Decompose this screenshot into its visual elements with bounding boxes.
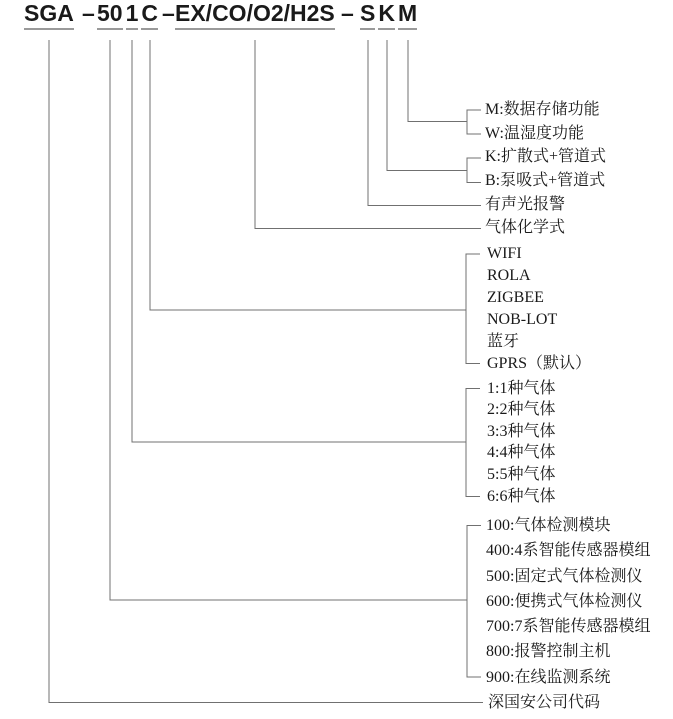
- title-separator-3: –: [341, 0, 354, 26]
- title-suffix-codes: [360, 0, 417, 30]
- gas-count-option-3: 3:3种气体: [487, 422, 556, 440]
- legend-top-group: [485, 98, 606, 240]
- bracket-communication-options: [466, 254, 480, 364]
- line-series-code: [110, 40, 467, 600]
- bracket-series-options: [467, 526, 481, 678]
- gas-count-option-6: 6:6种气体: [487, 487, 556, 505]
- model-code-title: [0, 0, 673, 34]
- gas-formula-label: 气体化学式: [485, 219, 566, 237]
- series-option-800: 800:报警控制主机: [486, 643, 611, 661]
- gas-count-option-5: 5:5种气体: [487, 466, 556, 484]
- title-gas-formula: EX/CO/O2/H2S: [175, 0, 335, 30]
- comm-option-bluetooth: 蓝牙: [487, 333, 520, 350]
- title-gas-count-code: 1: [126, 0, 139, 30]
- line-comm-code: [150, 40, 466, 310]
- line-function-code: [408, 40, 467, 122]
- series-option-400: 400:4系智能传感器模组: [486, 542, 651, 560]
- series-option-900: 900:在线监测系统: [486, 668, 611, 686]
- series-option-600: 600:便携式气体检测仪: [486, 592, 643, 610]
- comm-option-rola: ROLA: [487, 267, 531, 284]
- function-option-w: W:温湿度功能: [485, 124, 584, 142]
- title-sampling-code: K: [378, 0, 395, 30]
- bracket-sampling-options: [467, 158, 481, 183]
- function-option-m: M:数据存储功能: [485, 101, 600, 118]
- line-alarm-code: [368, 40, 481, 206]
- gas-count-option-2: 2:2种气体: [487, 401, 556, 419]
- comm-option-gprs: GPRS（默认）: [487, 355, 592, 372]
- title-company-code: SGA: [24, 0, 74, 30]
- title-series-code: 50: [97, 0, 123, 30]
- bracket-function-options: [467, 110, 481, 134]
- title-comm-code: C: [141, 0, 158, 30]
- comm-option-nob-lot: NOB-LOT: [487, 311, 558, 328]
- sampling-option-b: B:泵吸式+管道式: [485, 172, 606, 190]
- company-code-label: 深国安公司代码: [488, 694, 601, 711]
- title-separator-2: –: [162, 0, 175, 26]
- title-function-code: M: [398, 0, 417, 30]
- title-model-number: [97, 0, 158, 30]
- series-option-700: 700:7系智能传感器模组: [486, 618, 651, 636]
- gas-count-option-1: 1:1种气体: [487, 379, 556, 397]
- line-company-code: [49, 40, 483, 703]
- series-option-500: 500:固定式气体检测仪: [486, 567, 643, 585]
- sampling-option-k: K:扩散式+管道式: [485, 148, 607, 166]
- title-alarm-code: S: [360, 0, 375, 30]
- legend-gas-count-group: [487, 378, 555, 508]
- comm-option-wifi: WIFI: [487, 245, 522, 262]
- series-option-100: 100:气体检测模块: [486, 517, 611, 534]
- gas-count-option-4: 4:4种气体: [487, 444, 556, 462]
- legend-company-group: [488, 694, 600, 711]
- line-gas-count-code: [132, 40, 466, 442]
- line-sampling-code: [387, 40, 467, 171]
- legend-communication-group: [487, 243, 591, 375]
- comm-option-zigbee: ZIGBEE: [487, 289, 544, 306]
- title-separator-1: –: [82, 0, 95, 26]
- alarm-label: 有声光报警: [485, 195, 566, 213]
- legend-series-group: [486, 513, 650, 690]
- bracket-gas-count-options: [466, 389, 480, 497]
